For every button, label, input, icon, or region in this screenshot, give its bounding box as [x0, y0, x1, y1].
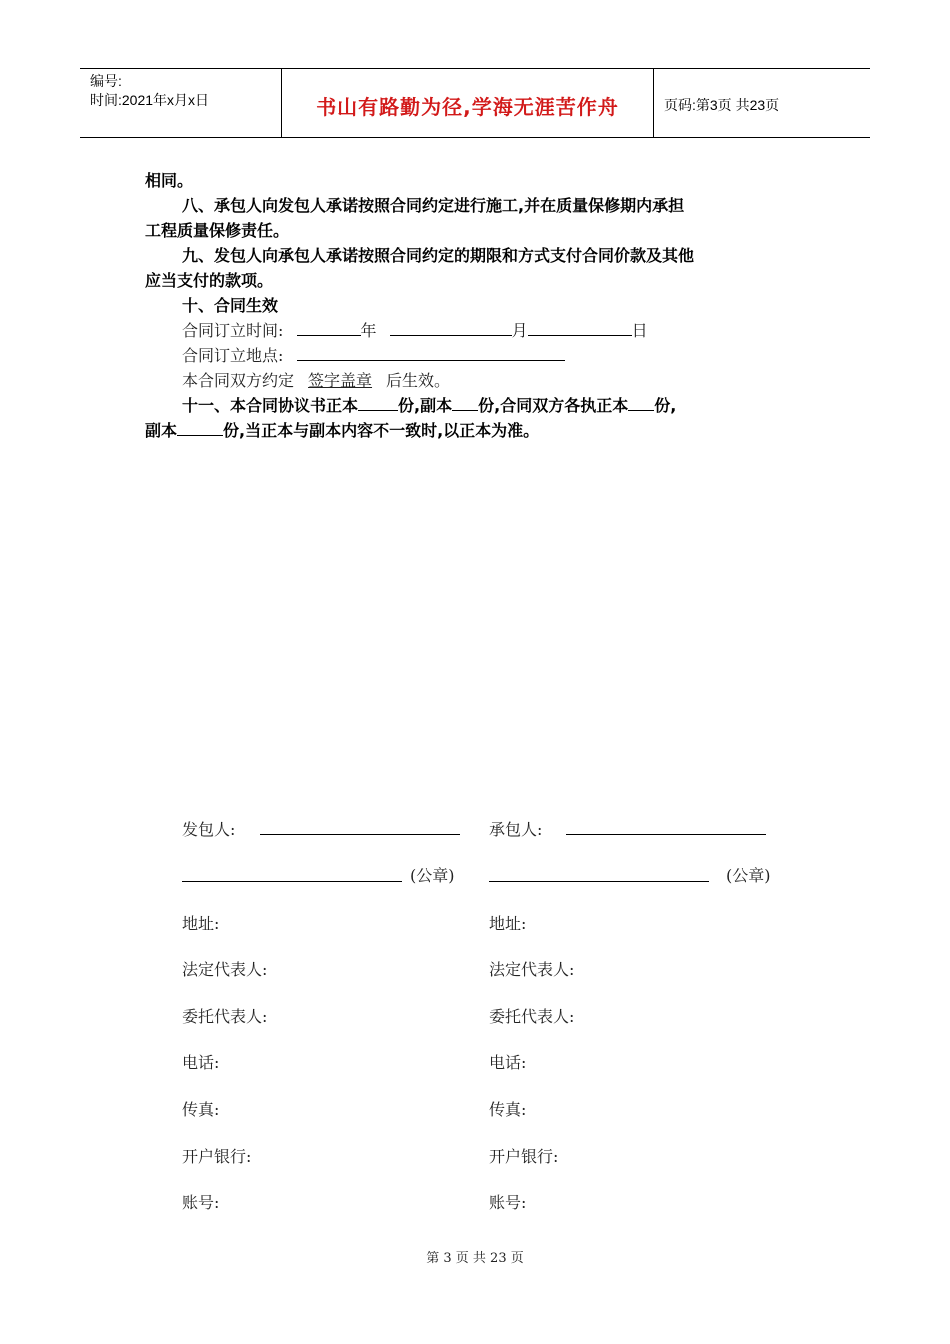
employer-line[interactable] — [260, 834, 460, 835]
year-label: 年 — [360, 321, 377, 340]
sign-time-row — [145, 318, 810, 343]
employer-bank-label: 开户银行: — [182, 1147, 252, 1166]
header-motto: 书山有路勤为径,学海无涯苦作舟 — [282, 69, 654, 137]
header-number: 编号: — [90, 73, 122, 89]
item-10-title: 十、合同生效 — [182, 296, 279, 315]
page-footer: 第 3 页 共 23 页 — [426, 1251, 524, 1266]
each-copy-blank[interactable] — [177, 418, 223, 436]
item-11-text-a: 十一、本合同协议书正本 — [182, 396, 359, 415]
employer-address-label: 地址: — [182, 914, 220, 933]
item-11-text-e: 副本 — [145, 421, 178, 440]
contractor-fax-label: 传真: — [489, 1100, 527, 1119]
employer-fax-label: 传真: — [182, 1100, 220, 1119]
copy-count-blank[interactable] — [452, 393, 478, 411]
item-11-text-b: 份,副本 — [398, 396, 453, 415]
employer-legal-rep-label: 法定代表人: — [182, 960, 268, 979]
employer-seal-line[interactable] — [182, 881, 402, 882]
sign-place-blank[interactable] — [297, 343, 565, 361]
day-blank[interactable] — [528, 318, 632, 336]
item-8-line-1: 八、承包人向发包人承诺按照合同约定进行施工,并在质量保修期内承担 — [182, 196, 685, 215]
contractor-label: 承包人: — [489, 820, 543, 839]
contractor-agent-label: 委托代表人: — [489, 1007, 575, 1026]
contractor-address-label: 地址: — [489, 914, 527, 933]
header-page-info: 页码:第3页 共23页 — [664, 97, 780, 113]
original-count-blank[interactable] — [358, 393, 398, 411]
contractor-seal-label: (公章) — [726, 866, 771, 885]
sign-time-label: 合同订立时间: — [182, 321, 284, 340]
effect-row — [145, 368, 810, 393]
item-9-line-1: 九、发包人向承包人承诺按照合同约定的期限和方式支付合同价款及其他 — [182, 246, 695, 265]
day-label: 日 — [631, 321, 648, 340]
each-original-blank[interactable] — [628, 393, 654, 411]
contractor-line[interactable] — [566, 834, 766, 835]
header-time: 时间:2021年x月x日 — [90, 92, 210, 108]
contract-body — [145, 168, 810, 443]
contractor-seal-line[interactable] — [489, 881, 709, 882]
item-11-line-1 — [145, 393, 810, 418]
employer-agent-label: 委托代表人: — [182, 1007, 268, 1026]
effect-suffix: 后生效。 — [386, 371, 451, 390]
page-header — [80, 68, 870, 138]
month-label: 月 — [511, 321, 528, 340]
contractor-phone-label: 电话: — [489, 1053, 527, 1072]
month-blank[interactable] — [390, 318, 512, 336]
sign-place-label: 合同订立地点: — [182, 346, 284, 365]
employer-account-label: 账号: — [182, 1193, 220, 1212]
sign-place-row — [145, 343, 810, 368]
item-11-text-f: 份,当正本与副本内容不一致时,以正本为准。 — [223, 421, 540, 440]
employer-phone-label: 电话: — [182, 1053, 220, 1072]
year-blank[interactable] — [297, 318, 361, 336]
contractor-account-label: 账号: — [489, 1193, 527, 1212]
item-8-line-2: 工程质量保修责任。 — [145, 221, 290, 240]
effect-prefix: 本合同双方约定 — [182, 371, 295, 390]
effect-value: 签字盖章 — [308, 371, 373, 390]
contractor-bank-label: 开户银行: — [489, 1147, 559, 1166]
employer-seal-label: (公章) — [410, 866, 455, 885]
employer-label: 发包人: — [182, 820, 236, 839]
contractor-legal-rep-label: 法定代表人: — [489, 960, 575, 979]
body-line-1: 相同。 — [145, 171, 194, 190]
item-11-text-c: 份,合同双方各执正本 — [478, 396, 629, 415]
item-11-text-d: 份, — [654, 396, 677, 415]
header-meta — [80, 69, 282, 137]
item-11-line-2 — [145, 418, 810, 443]
item-9-line-2: 应当支付的款项。 — [145, 271, 274, 290]
